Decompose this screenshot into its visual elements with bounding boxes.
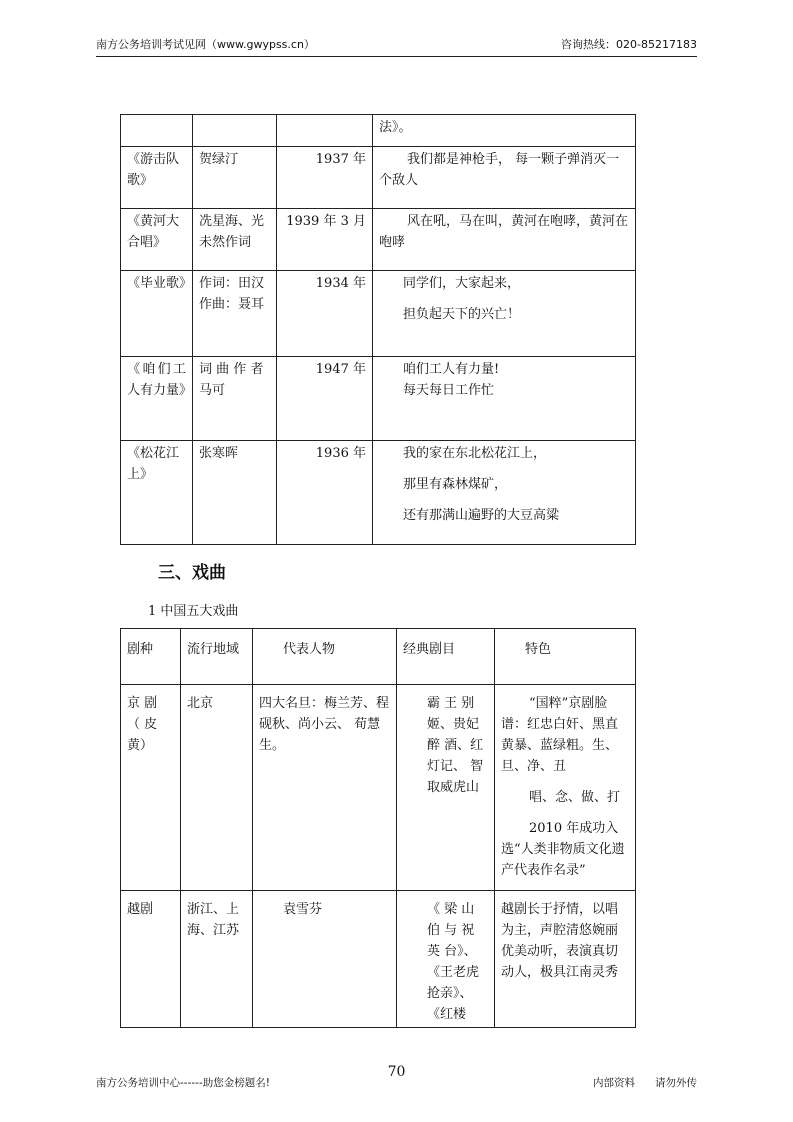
song-title: 《黄河大合唱》 [121,209,193,271]
section-title: 三、戏曲 [158,563,226,583]
song-lyrics [373,357,636,441]
opera-plays: 霸 王 别 姬、贵妃醉 酒、红灯记、 智取威虎山 [397,685,495,891]
footer-right: 内部资料 请勿外传 [592,1077,697,1089]
lyric-line: 风在吼，马在叫，黄河在咆哮，黄河在咆哮 [379,214,629,250]
lyric-line: 担负起天下的兴亡！ [403,307,521,322]
song-title: 《毕业歌》 [121,271,193,357]
feature-text: 唱、念、做、打 [529,790,621,805]
opera-plays: 《 梁 山 伯 与 祝 英 台》、《王老虎 抢亲》、《红楼 [397,891,495,1028]
song-year: 1939 年 3 月 [277,209,373,271]
song-year: 1937 年 [277,147,373,209]
column-header: 流行地域 [181,629,253,685]
song-lyrics [373,271,636,357]
feature-text: 越剧长于抒情，以唱为主，声腔清悠婉丽优美动听，表演真切动人，极具江南灵秀 [501,902,619,980]
song-year: 1947 年 [277,357,373,441]
song-author: 张寒晖 [193,441,277,545]
lyric-line: 同学们，大家起来， [403,276,521,291]
song-author: 冼星海、光未然作词 [193,209,277,271]
column-header: 代表人物 [253,629,397,685]
song-lyrics [373,209,636,271]
table-row [121,271,636,357]
song-author: 词 曲 作 者 马可 [193,357,277,441]
song-title: 《咱们工人有力量》 [121,357,193,441]
song-author: 贺绿汀 [193,147,277,209]
feature-text: “国粹”京剧脸谱：红忠白奸、黑直黄暴、蓝绿粗。生、旦、净、丑 [501,696,619,774]
song-title [121,115,193,147]
song-lyrics [373,147,636,209]
song-author: 作词：田汉 作曲：聂耳 [193,271,277,357]
song-year [277,115,373,147]
opera-people: 四大名旦：梅兰芳、程砚秋、尚小云、 荀慧生。 [253,685,397,891]
songs-table [120,114,636,545]
opera-people: 袁雪芬 [253,891,397,1028]
header-rule [96,56,697,57]
page-number: 70 [387,1064,406,1080]
lyric-line: 那里有森林煤矿， [403,477,508,492]
table-row [121,357,636,441]
header-left: 南方公务培训考试见网（www.gwypss.cn） [96,38,315,51]
opera-features [495,685,636,891]
footer-left: 南方公务培训中心------助您金榜题名! [96,1077,270,1089]
table-row [121,209,636,271]
feature-text: 2010 年成功入选“人类非物质文化遗产代表作名录” [501,821,625,878]
lyric-line: 法》。 [379,120,412,135]
table-row [121,147,636,209]
table-row [121,115,636,147]
opera-region: 北京 [181,685,253,891]
lyric-line: 每天每日工作忙 [403,383,495,398]
opera-features [495,891,636,1028]
opera-name: 越剧 [121,891,181,1028]
opera-region: 浙江、上 海、江苏 [181,891,253,1028]
song-lyrics [373,115,636,147]
table-row [121,891,636,1028]
column-header: 剧种 [121,629,181,685]
section-subtitle: 1 中国五大戏曲 [148,604,239,619]
column-header: 特色 [495,629,636,685]
lyric-line: 咱们工人有力量! [403,362,500,377]
lyric-line: 我们都是神枪手， 每一颗子弹消灭一个敌人 [379,152,620,188]
lyric-line: 我的家在东北松花江上， [403,446,547,461]
header-right: 咨询热线：020-85217183 [561,38,697,51]
table-row [121,441,636,545]
column-header: 经典剧目 [397,629,495,685]
table-header-row [121,629,636,685]
table-row [121,685,636,891]
song-year: 1936 年 [277,441,373,545]
song-title: 《松花江上》 [121,441,193,545]
song-title: 《游击队歌》 [121,147,193,209]
lyric-line: 还有那满山遍野的大豆高粱 [403,508,560,523]
opera-name: 京 剧 （ 皮 黄） [121,685,181,891]
song-year: 1934 年 [277,271,373,357]
song-lyrics [373,441,636,545]
opera-table [120,628,636,1028]
song-author [193,115,277,147]
